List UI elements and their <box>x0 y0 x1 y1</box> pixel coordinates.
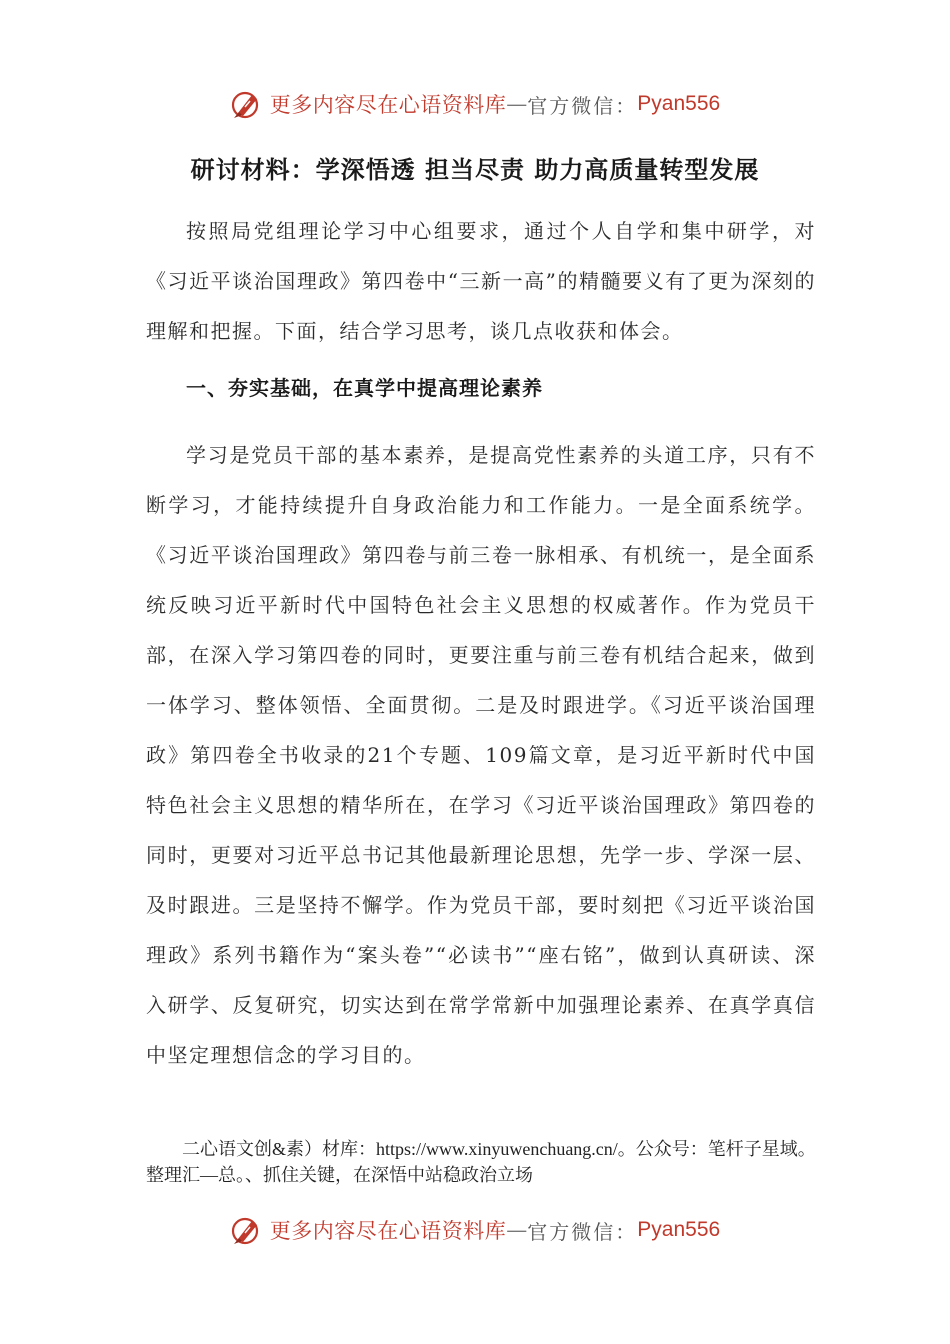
banner-separator: — <box>506 1218 528 1242</box>
document-title: 研讨材料：学深悟透 担当尽责 助力高质量转型发展 <box>190 156 760 184</box>
banner-separator: — <box>506 92 528 116</box>
header-banner <box>0 84 950 124</box>
section-heading-1: 一、夯实基础，在真学中提高理论素养 <box>186 376 543 400</box>
footer-banner <box>0 1210 950 1250</box>
section-body-1: 学习是党员干部的基本素养，是提高党性素养的头道工序，只有不断学习，才能持续提升自身政治能力和工作能力。一是全面系统学。《习近平谈治国理政》第四卷与前三卷一脉相承、有机统一，是全面系统反映习近平新时代中国特色社会主义思想的权威著作。作为党员干部，在深入学习第四卷的同时，更要注重与前三卷有机结合起来，做到一体学习、整体领悟、全面贯彻。二是及时跟进学。《习近平谈治国理政》第四卷全书收录的21个专题、109篇文章，是习近平新时代中国特色社会主义思想的精华所在，在学习《习近平谈治国理政》第四卷的同时，更要对习近平总书记其他最新理论思想，先学一步、学深一层、及时跟进。三是坚持不懈学。作为党员干部，要时刻把《习近平谈治国理政》系列书籍作为“案头卷”“必读书”“座右铭”，做到认真研读、深入研学、反复研究，切实达到在常学常新中加强理论素养、在真学真信中坚定理想信念的学习目的。 <box>146 443 816 1067</box>
banner-main-text: 更多内容尽在心语资料库 <box>269 93 507 117</box>
banner-main-text: 更多内容尽在心语资料库 <box>269 1219 507 1243</box>
source-footer-note: 二心语文创&素）材库：https://www.xinyuwenchuang.cn/。公众号：笔杆子星域。整理汇—总。、抓住关键，在深悟中站稳政治立场 <box>146 1139 816 1185</box>
pen-nib-logo-icon <box>230 1213 264 1247</box>
pen-nib-logo-icon <box>230 87 264 121</box>
banner-wechat-label: 官方微信： <box>527 1219 638 1244</box>
banner-wechat-id: Pyan556 <box>637 1218 721 1241</box>
banner-wechat-id: Pyan556 <box>637 92 721 115</box>
banner-wechat-label: 官方微信： <box>527 93 638 118</box>
intro-paragraph: 按照局党组理论学习中心组要求，通过个人自学和集中研学，对《习近平谈治国理政》第四卷中“三新一高”的精髓要义有了更为深刻的理解和把握。下面，结合学习思考，谈几点收获和体会。 <box>146 219 816 343</box>
